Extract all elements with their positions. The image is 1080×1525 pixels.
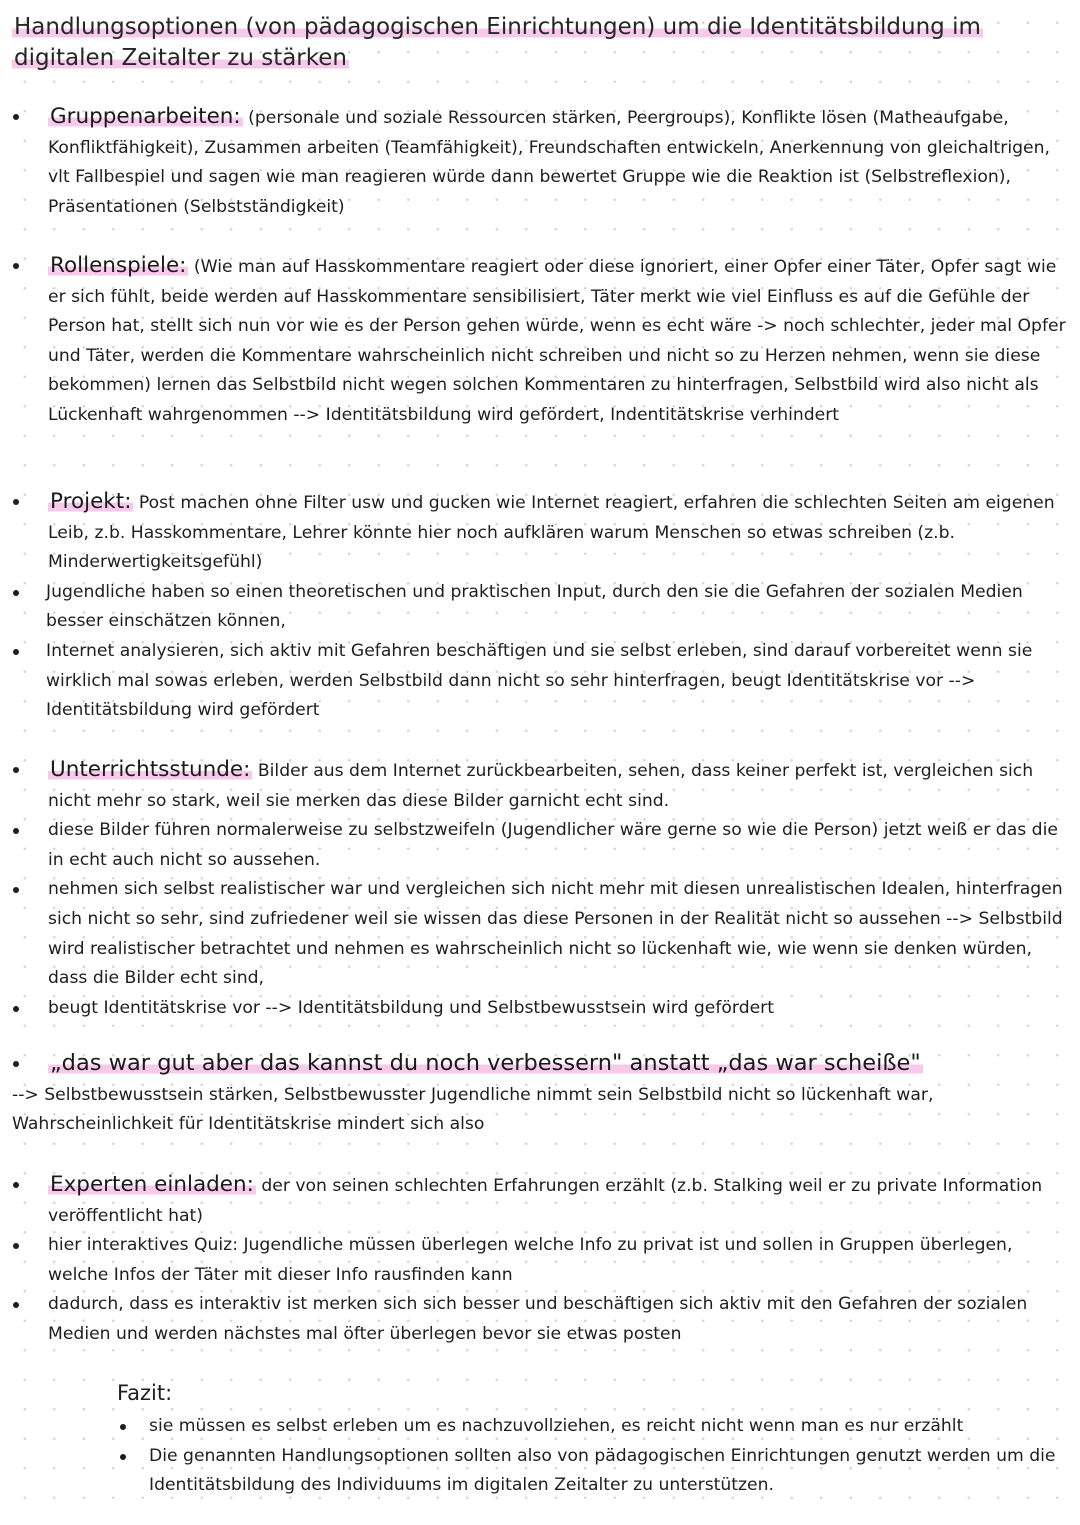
fazit-text: Die genannten Handlungsoptionen sollten also von pädagogischen Einrichtungen genutzt werden um die Identitätsbildung des Individuums im digitalen Zeitalter zu unterstützen. [149,1445,1056,1496]
list-item [0,251,1080,431]
list-item [0,875,1080,993]
section-gruppenarbeiten [0,102,1080,222]
list-item [0,755,1080,816]
bullet-icon [13,1061,19,1067]
section-heading: „das war gut aber das kannst du noch verbessern" anstatt „das war scheiße" [50,1050,921,1076]
list-item [0,1049,1080,1081]
list-item [0,1231,1080,1290]
fazit-text: sie müssen es selbst erleben um es nachzuvollziehen, es reicht nicht wenn man es nur erzählt [149,1416,964,1436]
fazit-item [115,1442,1065,1501]
point-text: diese Bilder führen normalerweise zu selbstzweifeln (Jugendlicher wäre gerne so wie die Person) jetzt weiß er das die in echt auch nicht so aussehen. [48,820,1058,870]
section-experten [0,1170,1080,1350]
section-feedback [0,1049,1080,1140]
bullet-icon [120,1454,126,1460]
bullet-icon [13,1243,19,1249]
section-rollenspiele [0,251,1080,431]
section-heading: Unterrichtsstunde: [50,757,251,782]
list-item [0,578,1080,637]
section-heading: Projekt: [50,489,132,514]
bullet-icon [13,828,19,834]
bullet-icon [13,114,19,120]
page-title: Handlungsoptionen (von pädagogischen Einrichtungen) um die Identitätsbildung im digitalen Zeitalter zu stärken [14,14,981,71]
list-item [0,994,1080,1024]
section-heading: Rollenspiele: [50,253,187,278]
list-item [0,637,1080,726]
bullet-icon [13,1006,19,1012]
list-item [0,487,1080,578]
point-text: beugt Identitätskrise vor --> Identitätsbildung und Selbstbewusstsein wird gefördert [48,997,774,1018]
bullet-icon [13,499,19,505]
bullet-icon [13,590,19,596]
fazit-item [115,1412,1065,1442]
list-item [0,1170,1080,1231]
list-item [0,1290,1080,1349]
bullet-icon [13,263,19,269]
fazit-section [115,1378,1065,1501]
section-heading: Experten einladen: [50,1172,254,1197]
bullet-icon [13,887,19,893]
section-text: --> Selbstbewusstsein stärken, Selbstbewusster Jugendliche nimmt sein Selbstbild nicht so lückenhaft war, Wahrscheinlichkeit für Identitätskrise mindert sich also [12,1084,934,1135]
section-text: der von seinen schlechten Erfahrungen erzählt (z.b. Stalking weil er zu private Information veröffentlicht hat) [48,1176,1043,1226]
bullet-icon [13,649,19,655]
point-text: hier interaktives Quiz: Jugendliche müssen überlegen welche Info zu privat ist und sollen in Gruppen überlegen, welche Infos der Täter mit dieser Info rausfinden kann [48,1235,1013,1285]
section-text: Bilder aus dem Internet zurückbearbeiten, sehen, dass keiner perfekt ist, vergleichen sich nicht mehr so stark, weil sie merken das diese Bilder garnicht echt sind. [48,761,1034,811]
point-text: Jugendliche haben so einen theoretischen und praktischen Input, durch den sie die Gefahren der sozialen Medien besser einschätzen können, [46,581,1023,632]
point-text: dadurch, dass es interaktiv ist merken sich sich besser und beschäftigen sich aktiv mit den Gefahren der sozialen Medien und werden nächstes mal öfter überlegen bevor sie etwas posten [48,1294,1028,1344]
section-text: (Wie man auf Hasskommentare reagiert oder diese ignoriert, einer Opfer einer Täter, Opfer sagt wie er sich fühlt, beide werden auf Hasskommentare sensibilisiert, Täter merkt wie viel Einfluss es auf die Gefühle der Person hat, stellt sich nun vor wie es der Person gehen würde, wenn es echt wäre -> noch schlechter, jeder mal Opfer und Täter, werden die Kommentare wahrscheinlich nicht schreiben und nicht so zu Herzen nehmen, wenn sie diese bekommen) lernen das Selbstbild nicht wegen solchen Kommentaren zu hinterfragen, Selbstbild wird also nicht als Lückenhaft wahrgenommen --> Identitätsbildung wird gefördert, Indentitätskrise verhindert [48,257,1066,425]
bullet-icon [13,767,19,773]
list-item [0,102,1080,222]
section-heading: Gruppenarbeiten: [50,104,241,129]
bullet-icon [120,1424,126,1430]
point-text: nehmen sich selbst realistischer war und vergleichen sich nicht mehr mit diesen unrealistischen Idealen, hinterfragen sich nicht so sehr, sind zufriedener weil sie wissen das diese Personen in der Realität nicht so aussehen --> Selbstbild wird realistischer betrachtet und nehmen es wahrscheinlich nicht so lückenhaft wie, wie wenn sie denken würden, dass die Bilder echt sind, [48,879,1063,989]
fazit-title: Fazit: [117,1381,173,1405]
bullet-icon [13,1302,19,1308]
section-text: Post machen ohne Filter usw und gucken wie Internet reagiert, erfahren die schlechten Seiten am eigenen Leib, z.b. Hasskommentare, Lehrer könnte hier noch aufklären warum Menschen so etwas schreiben (z.b. Minderwertigkeitsgefühl) [48,493,1055,573]
bullet-icon [13,1182,19,1188]
point-text: Internet analysieren, sich aktiv mit Gefahren beschäftigen und sie selbst erleben, sind darauf vorbereitet wenn sie wirklich mal sowas erleben, werden Selbstbild dann nicht so sehr hinterfragen, beugt Identitätskrise vor --> Identitätsbildung wird gefördert [46,640,1033,721]
section-projekt [0,487,1080,726]
section-text: (personale und soziale Ressourcen stärken, Peergroups), Konflikte lösen (Matheaufgabe, Konfliktfähigkeit), Zusammen arbeiten (Teamfähigkeit), Freundschaften entwickeln, Anerkennung von gleichaltrigen, vlt Fallbespiel und sagen wie man reagieren würde dann bewertet Gruppe wie die Reaktion ist (Selbstreflexion), Präsentationen (Selbstständigkeit) [48,108,1050,217]
list-item [0,816,1080,875]
section-unterrichtsstunde [0,755,1080,1023]
